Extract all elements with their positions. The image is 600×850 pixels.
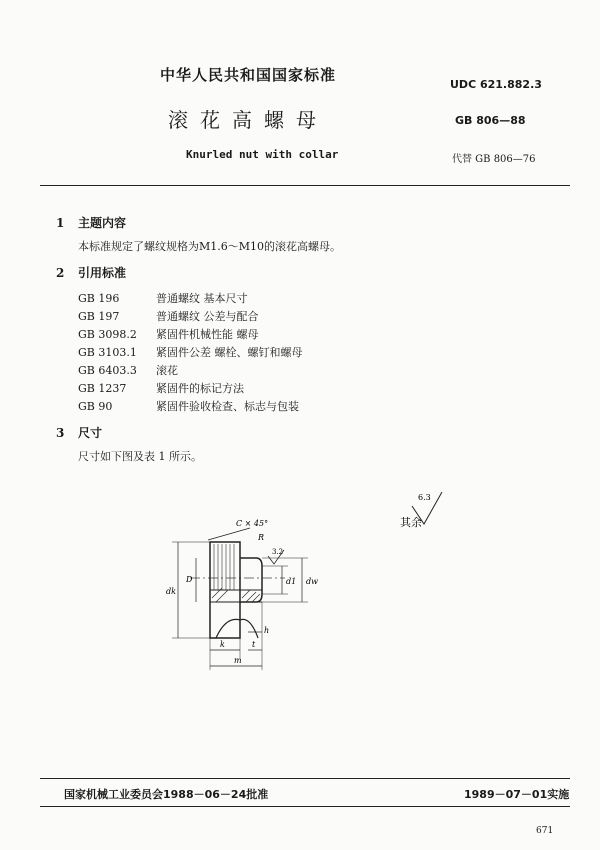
- dim-label-m: m: [234, 656, 242, 665]
- reference-name: 滚花: [156, 364, 178, 377]
- reference-code: GB 197: [78, 310, 120, 323]
- section-heading: [56, 214, 126, 231]
- effective-date: 1989－07－01实施: [464, 788, 570, 801]
- reference-item: [78, 326, 259, 342]
- reference-item: [78, 290, 248, 306]
- section-text: 尺寸如下图及表 1 所示。: [78, 450, 202, 463]
- replaces-note: 代替 GB 806—76: [452, 154, 536, 165]
- dim-label-k: k: [220, 640, 225, 649]
- reference-item: [78, 398, 299, 414]
- reference-code: GB 90: [78, 400, 113, 413]
- chamfer-leader: [208, 528, 250, 540]
- section-title: 尺寸: [78, 426, 103, 440]
- issuing-country-title: 中华人民共和国国家标准: [160, 66, 337, 84]
- chamfer-label: C × 45°: [236, 519, 269, 528]
- roughness-face-value: 3.2: [272, 548, 284, 556]
- nut-technical-drawing: [0, 470, 600, 680]
- section-number: 3: [56, 426, 65, 440]
- section-title: 主题内容: [78, 216, 127, 230]
- reference-item: [78, 362, 178, 378]
- section-heading: [56, 424, 102, 441]
- dim-label-d: D: [186, 575, 193, 584]
- reference-name: 紧固件的标记方法: [156, 382, 244, 395]
- knurl-hatch: [214, 544, 234, 590]
- document-title-english: Knurled nut with collar: [186, 148, 339, 161]
- surface-note: 其余: [400, 516, 422, 529]
- footer-rule-bottom: [40, 806, 570, 807]
- roughness-main-value: 6.3: [418, 493, 431, 502]
- dim-label-dw: dw: [306, 577, 318, 586]
- reference-item: [78, 308, 259, 324]
- reference-name: 普通螺纹 基本尺寸: [156, 292, 248, 305]
- reference-item: [78, 380, 244, 396]
- dim-label-h: h: [264, 626, 270, 635]
- standard-number: GB 806—88: [455, 114, 526, 127]
- footer-rule: [40, 778, 570, 779]
- radius-label: R: [258, 533, 265, 542]
- dim-label-d1: d1: [286, 577, 297, 586]
- section-title: 引用标准: [78, 266, 127, 280]
- header-rule: [40, 185, 570, 186]
- dim-label-t: t: [252, 640, 256, 649]
- reference-name: 紧固件机械性能 螺母: [156, 328, 259, 341]
- section-number: 2: [56, 266, 65, 280]
- reference-name: 紧固件公差 螺栓、螺钉和螺母: [156, 346, 303, 359]
- approval-note: 国家机械工业委员会1988－06－24批准: [64, 788, 269, 801]
- dim-label-dk: dk: [166, 587, 176, 596]
- section-heading: [56, 264, 126, 281]
- document-title: 滚花高螺母: [168, 108, 328, 132]
- reference-code: GB 1237: [78, 382, 127, 395]
- section-number: 1: [56, 216, 65, 230]
- section-text: 本标准规定了螺纹规格为M1.6～M10的滚花高螺母。: [78, 240, 342, 253]
- reference-code: GB 3098.2: [78, 328, 137, 341]
- page-number: 671: [536, 826, 554, 836]
- reference-code: GB 196: [78, 292, 120, 305]
- reference-code: GB 6403.3: [78, 364, 137, 377]
- reference-code: GB 3103.1: [78, 346, 137, 359]
- reference-name: 紧固件验收检查、标志与包装: [156, 400, 299, 413]
- udc-code: UDC 621.882.3: [450, 78, 542, 91]
- reference-item: [78, 344, 303, 360]
- reference-name: 普通螺纹 公差与配合: [156, 310, 259, 323]
- undercut-outline: [216, 619, 258, 638]
